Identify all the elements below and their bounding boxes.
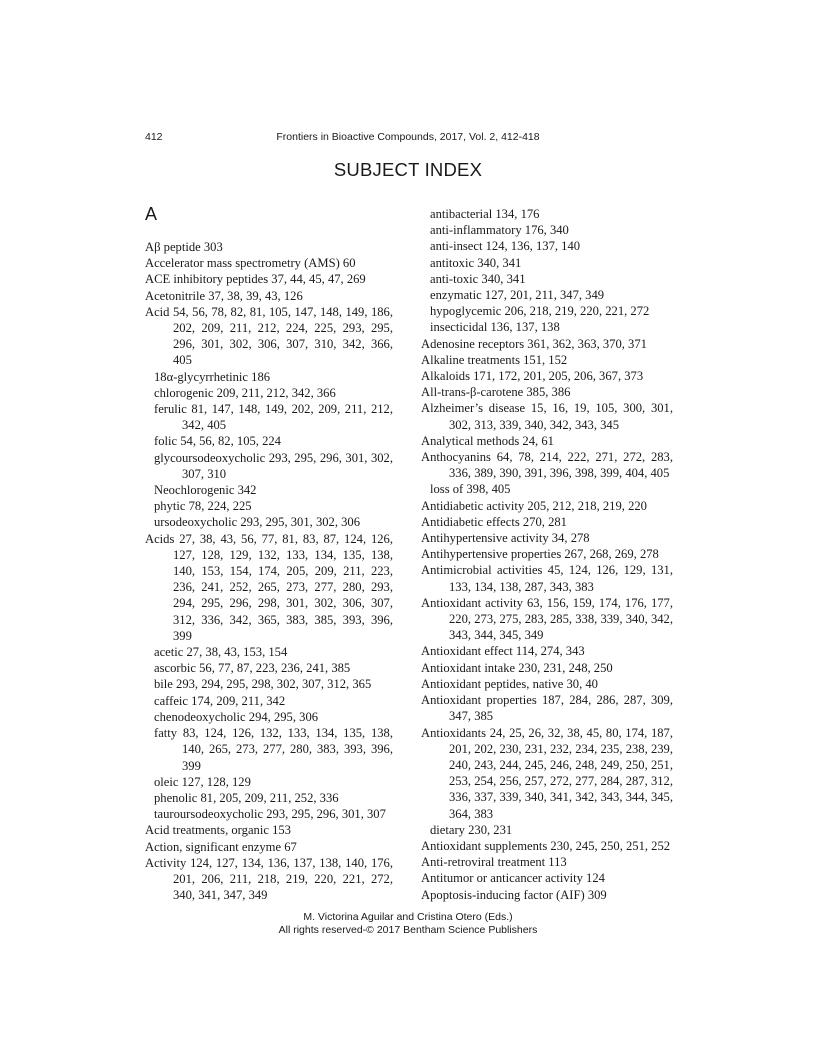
index-subentry: hypoglycemic 206, 218, 219, 220, 221, 272 [430, 304, 650, 319]
index-subentry: antitoxic 340, 341 [430, 255, 522, 270]
section-letter: A [145, 204, 158, 224]
index-entry: Antidiabetic activity 205, 212, 218, 219, 220 [421, 498, 647, 513]
index-entry: Aβ peptide 303 [145, 240, 223, 254]
index-entry: Anthocyanins 64, 78, 214, 222, 271, 272, 283, 336, 389, 390, 391, 396, 398, 399, 404, 405 [421, 450, 673, 481]
index-entry: Acid treatments, organic 153 [145, 823, 291, 838]
index-entry: All-trans-β-carotene 385, 386 [421, 385, 571, 400]
index-subentry: anti-toxic 340, 341 [430, 271, 526, 286]
index-subentry: fatty 83, 124, 126, 132, 133, 134, 135, 138, 140, 265, 273, 277, 280, 383, 393, 396, 399 [154, 726, 393, 773]
index-subentry: insecticidal 136, 137, 138 [430, 320, 560, 335]
index-entry: Acids 27, 38, 43, 56, 77, 81, 83, 87, 124, 126, 127, 128, 129, 132, 133, 134, 135, 138, 140, 153, 154, 174, 205, 209, 211, 223, 236, 241, 252, 265, 273, 277, 280, 293, 294, 295, 296, 298, 301, 302, 306, 307, 312, 336, 342, 365, 383, 385, 393, 396, 399 [145, 531, 393, 643]
index-subentry: loss of 398, 405 [430, 482, 511, 497]
index-subentry: Neochlorogenic 342 [154, 483, 257, 498]
index-column-right [421, 206, 673, 903]
index-subentry: ferulic 81, 147, 148, 149, 202, 209, 211, 212, 342, 405 [154, 402, 393, 433]
index-entry: Acetonitrile 37, 38, 39, 43, 126 [145, 288, 303, 303]
index-subentry: oleic 127, 128, 129 [154, 774, 251, 789]
index-entry: Action, significant enzyme 67 [145, 839, 297, 854]
index-entry: Antioxidant supplements 230, 245, 250, 251, 252 [421, 838, 671, 853]
index-entry: Alzheimer’s disease 15, 16, 19, 105, 300, 301, 302, 313, 339, 340, 342, 343, 345 [421, 401, 673, 432]
index-entry: Antidiabetic effects 270, 281 [421, 514, 567, 529]
index-subentry: antibacterial 134, 176 [430, 207, 540, 221]
index-entry: Anti-retroviral treatment 113 [421, 855, 567, 870]
index-entry: Antimicrobial activities 45, 124, 126, 129, 131, 133, 134, 138, 287, 343, 383 [421, 563, 673, 594]
index-subentry: chenodeoxycholic 294, 295, 306 [154, 709, 319, 724]
index-entry: Antihypertensive activity 34, 278 [421, 531, 590, 546]
index-subentry: anti-inflammatory 176, 340 [430, 223, 569, 238]
footer-authors: M. Victorina Aguilar and Cristina Otero (Eds.) [303, 911, 513, 923]
index-subentry: phenolic 81, 205, 209, 211, 252, 336 [154, 790, 339, 805]
index-subentry: anti-insect 124, 136, 137, 140 [430, 239, 581, 254]
page-title: SUBJECT INDEX [333, 159, 483, 180]
index-entry: Apoptosis-inducing factor (AIF) 309 [421, 887, 607, 902]
index-entry: Antioxidant properties 187, 284, 286, 287, 309, 347, 385 [421, 693, 673, 724]
index-subentry: enzymatic 127, 201, 211, 347, 349 [430, 288, 605, 303]
index-subentry: dietary 230, 231 [430, 822, 513, 837]
index-subentry: acetic 27, 38, 43, 153, 154 [154, 645, 288, 660]
index-subentry: phytic 78, 224, 225 [154, 499, 252, 514]
index-subentry: tauroursodeoxycholic 293, 295, 296, 301, 307 [154, 807, 386, 822]
index-entry: Antihypertensive properties 267, 268, 269, 278 [421, 547, 659, 562]
index-subentry: folic 54, 56, 82, 105, 224 [154, 434, 281, 449]
index-subentry: bile 293, 294, 295, 298, 302, 307, 312, 365 [154, 677, 372, 692]
index-subentry: 18α-glycyrrhetinic 186 [154, 369, 271, 384]
index-entry: Accelerator mass spectrometry (AMS) 60 [145, 256, 356, 271]
index-column-left [145, 239, 393, 903]
index-entry: Antioxidant effect 114, 274, 343 [421, 644, 585, 659]
index-subentry: glycoursodeoxycholic 293, 295, 296, 301, 302, 307, 310 [154, 450, 393, 481]
index-entry: Antioxidant peptides, native 30, 40 [421, 676, 598, 691]
index-entry: Antitumor or anticancer activity 124 [421, 871, 605, 886]
page-number: 412 [145, 131, 163, 143]
index-subentry: caffeic 174, 209, 211, 342 [154, 693, 286, 708]
index-subentry: chlorogenic 209, 211, 212, 342, 366 [154, 385, 336, 400]
running-head: Frontiers in Bioactive Compounds, 2017, Vol. 2, 412-418 [276, 131, 540, 143]
index-entry: Antioxidants 24, 25, 26, 32, 38, 45, 80, 174, 187, 201, 202, 230, 231, 232, 234, 235, 238, 239, 240, 243, 244, 245, 246, 248, 249, 250, 251, 253, 254, 256, 257, 272, 277, 284, 287, 312, 336, 337, 339, 340, 341, 342, 343, 344, 345, 364, 383 [421, 725, 673, 821]
index-entry: Antioxidant activity 63, 156, 159, 174, 176, 177, 220, 273, 275, 283, 285, 338, 339, 340, 342, 343, 344, 345, 349 [421, 595, 673, 643]
index-subentry: ascorbic 56, 77, 87, 223, 236, 241, 385 [154, 661, 351, 676]
index-entry: Adenosine receptors 361, 362, 363, 370, 371 [421, 336, 647, 351]
index-entry: Antioxidant intake 230, 231, 248, 250 [421, 660, 613, 675]
footer-rights: All rights reserved-© 2017 Bentham Science Publishers [278, 924, 538, 936]
index-entry: Alkaloids 171, 172, 201, 205, 206, 367, 373 [421, 369, 644, 384]
index-entry: Acid 54, 56, 78, 82, 81, 105, 147, 148, 149, 186, 202, 209, 211, 212, 224, 225, 293, 295, 296, 301, 302, 306, 307, 310, 342, 366, 405 [145, 304, 393, 368]
index-entry: Activity 124, 127, 134, 136, 137, 138, 140, 176, 201, 206, 211, 218, 219, 220, 221, 272, 340, 341, 347, 349 [145, 855, 393, 903]
index-subentry: ursodeoxycholic 293, 295, 301, 302, 306 [154, 515, 361, 530]
index-entry: Analytical methods 24, 61 [421, 433, 554, 448]
index-entry: Alkaline treatments 151, 152 [421, 352, 568, 367]
index-entry: ACE inhibitory peptides 37, 44, 45, 47, 269 [145, 272, 366, 287]
